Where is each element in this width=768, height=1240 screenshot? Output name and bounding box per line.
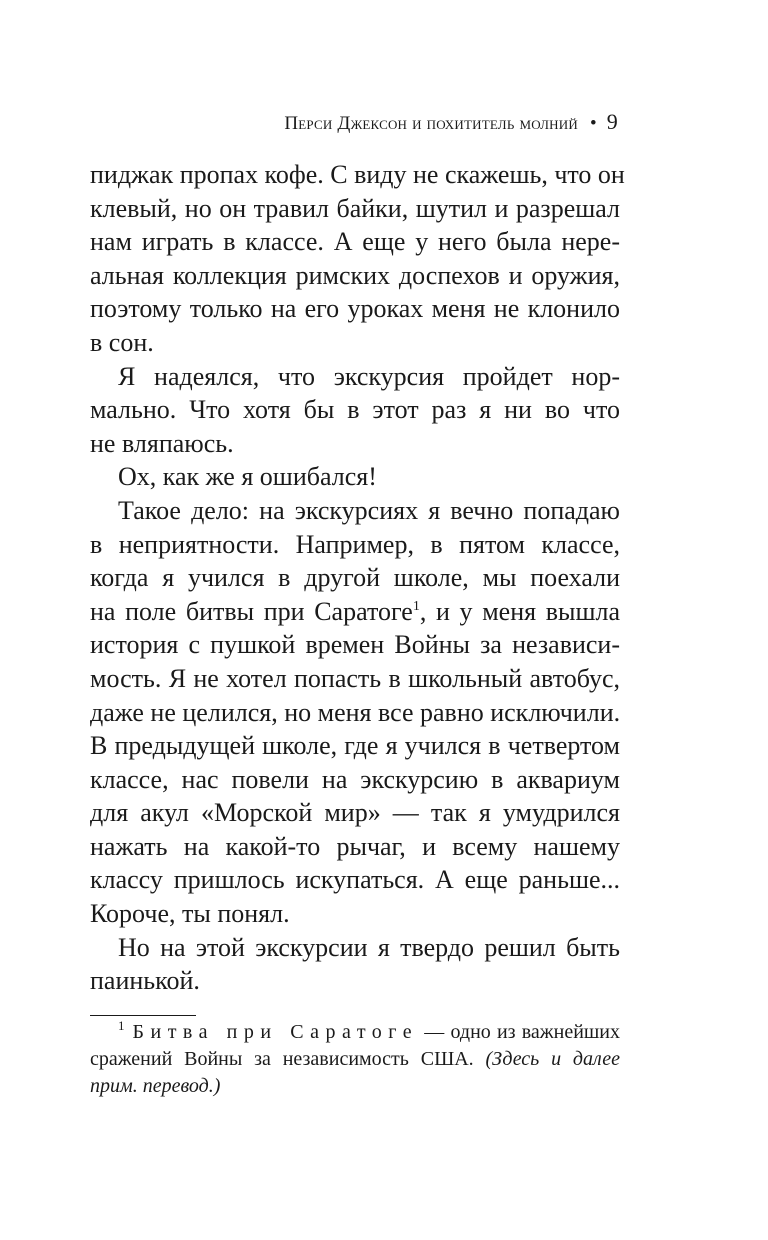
paragraph [90,494,620,931]
text-line: альная коллекция римских доспехов и оружия, [90,260,620,290]
page-number: 9 [606,109,618,134]
text-line: мально. Что хотя бы в этот раз я ни во что [90,395,620,425]
footnote-divider [90,1015,196,1016]
paragraph [90,460,620,494]
text-line: в неприятности. Например, в пятом классе, [90,529,620,559]
text-line: Но на этой экскурсии я твердо решил быть [118,932,620,962]
text-segment: , и у меня вышла [419,596,620,626]
text-line: Такое дело: на экскурсиях я вечно попадаю [118,495,620,525]
book-title: Перси Джексон и похититель молний [284,113,578,134]
text-line-with-footnote [90,595,620,629]
text-line: Ох, как же я ошибался! [118,462,377,492]
footnote-line: прим. перевод.) [90,1075,221,1097]
text-line: В предыдущей школе, где я учился в четвертом [90,731,620,761]
text-line: классе, нас повели на экскурсию в аквариум [90,764,620,794]
footnote-reference[interactable]: 1 [412,598,420,614]
paragraph [90,158,625,360]
paragraph [90,360,620,461]
text-line: когда я учился в другой школе, мы поехали [90,563,620,593]
text-line: нам играть в классе. А еще у него была нере- [90,227,620,257]
footnote-text: — одно из важнейших [418,1021,621,1043]
paragraph [90,931,620,998]
footnote [90,1019,620,1100]
running-head [90,108,618,138]
text-line: не вляпаюсь. [90,428,234,458]
text-line: мость. Я не хотел попасть в школьный автобус, [90,663,620,693]
text-line: даже не целился, но меня все равно исключили. [90,697,621,727]
page-body [90,158,625,998]
footnote-term: Битва при Саратоге [132,1021,419,1043]
text-line: история с пушкой времен Войны за независи- [90,630,620,660]
text-line: клевый, но он травил байки, шутил и разрешал [90,193,620,223]
text-line: нажать на какой-то рычаг, и всему нашему [90,831,620,861]
text-line: классу пришлось искупаться. А еще раньше... [90,865,620,895]
footnotes [90,1019,620,1100]
text-segment: на поле битвы при Саратоге [90,596,413,626]
text-line: в сон. [90,327,154,357]
footnote-line [90,1046,620,1073]
footnote-marker: 1 [118,1018,125,1033]
footnote-text: сражений Войны за независимость США. [90,1048,486,1070]
text-line: пиджак пропах кофе. С виду не скажешь, что он [90,160,625,189]
text-line: Короче, ты понял. [90,899,290,929]
translator-note: (Здесь и далее [485,1048,620,1070]
text-line: поэтому только на его уроках меня не клонило [90,294,620,324]
text-line: паинькой. [90,966,200,996]
text-line: для акул «Морской мир» — так я умудрился [90,798,620,828]
footnote-line [90,1019,620,1046]
bullet-separator: • [589,113,597,134]
text-line: Я надеялся, что экскурсия пройдет нор- [118,361,620,391]
